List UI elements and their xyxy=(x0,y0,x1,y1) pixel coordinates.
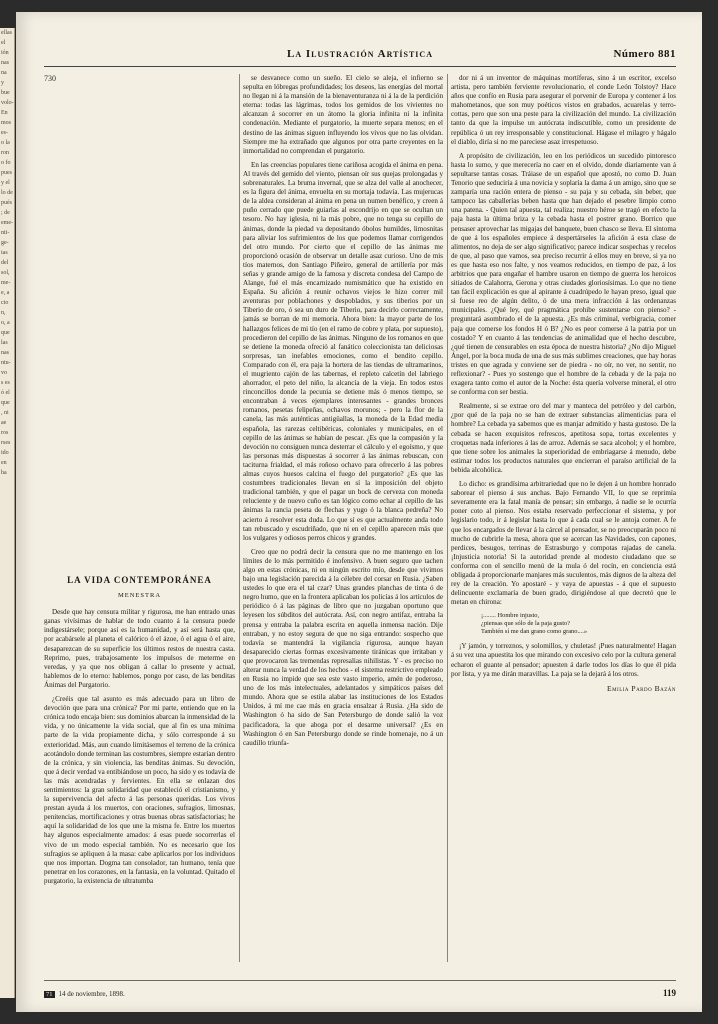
previous-page-fragment: ó el xyxy=(1,390,10,396)
verse-line: ¡........ Hombre injusto, xyxy=(481,612,540,620)
previous-page-fragment: pués xyxy=(1,200,12,206)
author-signature: Emilia Pardo Bazán xyxy=(607,683,676,693)
previous-page-fragment: pues xyxy=(1,170,12,176)
previous-page-edge xyxy=(0,28,15,998)
footer-badge: 71 xyxy=(46,991,53,998)
column-rule-right xyxy=(447,74,448,962)
previous-page-fragment: nas xyxy=(1,60,9,66)
previous-page-fragment: o fo xyxy=(1,160,11,166)
blank-column-area xyxy=(44,74,235,564)
previous-page-fragment: ae xyxy=(1,420,7,426)
previous-page-fragment: mos xyxy=(1,120,12,126)
running-head xyxy=(44,46,676,67)
previous-page-fragment: vo xyxy=(1,370,7,376)
paragraph: En las creencias populares tiene cariñosa acogida el ánima en pena. Al través del gemido del viento, piensan oír sus quejas prolongadas y sobrenaturales. La bruma invernal, que se alza del valle al anochecer, es la figura del ánima, envuelta en su mortaja todavía. Las mujerucas de la aldea consideran al ánima en pena un numen benéfico, y creen á puño cerrado que puede guiarlas al escondrijo en que se ocultan un tesoro. No hay iglesia, ni la más pobre, que no tenga su cepillo de ánimas, donde la piedad va depositando óbolos humildes, limosnitas para aliviar los sufrimientos de los que podemos llamar corrigendos del otro mundo. Por cierto que el cepillo de las ánimas me proporcionó ocasión de observar un detalle asaz curioso. Uno de mis tíos maternos, don Santiago Piñeiro, general de artillería por más señas y grande amigo de la famosa y discreta condesa del Campo de Alange, fué el más encarnizado numismático que ha existido en España. Su afición á reunir ochavos viejos le hizo correr mil aventuras por poblachones y despoblados, y sus tiberios por un Tiberio de oro, ó sea un duro de Tiberio, para decirlo correctamente, jamás se borran de mi memoria. Ahora bien: la mayor parte de los hallazgos felices de mi tío (en el ramo de cobre y plata, por supuesto), procedieron del cepillo de las ánimas. Ninguno de los romanos en que se detiene la moneda ofreció al fanático coleccionista tan deliciosas sorpresas, tan inefables emociones, como el bendito cepillo. Comparado con él, era paja la hortera de las tiendas de ultramarinos, el mugriento cajón de las tabernas, el repleto calcetín del labriego ahorrador, el peto del niño, la alcancía de la vieja. En todos estos rinconcillos donde la pecunia se detiene más ó menos tiempo, se encontraban á veces ejemplares interesantes - grandes bronces romanos, pesetas felipeñas, ochavos morunos; - pero la flor de la canela, las más auténticas antigüallas, la moneda de la Edad media española, las rarezas celtibéricas, coloniales y municipales, en el cepillo de las ánimas se habían de pescar. ¿Es que la compasión y la devoción no consiguen nunca desterrar el cálculo y el egoísmo, y que las personas más dispuestas á socorrer á las ánimas rebuscan, con taciturna frialdad, el más roñoso ochavo para ofrecerlo á las pobres almas cuyos huesos calcina el fuego del purgatorio? ¿Es que las costumbres tradicionales llevan en sí la imposición del objeto tradicional también, y que el pagar un bock de cerveza con moneda reluciente y de nuevo cuño es tan lógico como echar al cepillo de las ánimas la rancia peseta de flechas y yugo ó la blanca pedreña? No acierto á resolver esta duda. Lo que sí es que actualmente anda todo tan rebuscado y escudriñado, que ni en el cepillo aparecen más que los vulgares y odiosos perros chicos y grandes. xyxy=(243,160,443,542)
previous-page-fragment: del xyxy=(1,260,9,266)
article-column-middle xyxy=(243,74,443,962)
previous-page-fragment: ión xyxy=(1,50,9,56)
previous-page-fragment: na xyxy=(1,70,7,76)
closing-paragraph: ¡Y jamón, y torreznos, y solomillos, y chuletas! ¡Pues naturalmente! Hagan á su vez una apuestita los que mirando con excesivo celo por la cultura general echaron el guante al pensador; apuesten á darle todos los días lo que él pida por lista, y ya me dirán maravillas. La paja se la dejará á los otros. xyxy=(451,642,676,678)
previous-page-fragment: ntu- xyxy=(1,360,11,366)
previous-page-fragment: que xyxy=(1,330,10,336)
previous-page-fragment: ros xyxy=(1,430,9,436)
page-number: 730 xyxy=(44,74,56,83)
previous-page-fragment: nti- xyxy=(1,230,10,236)
previous-page-fragment: sol, xyxy=(1,270,10,276)
paragraph: dor ni á un inventor de máquinas mortíferas, sino á un escritor, excelso artista, pero también ferviente revolucionario, el conde León Tolstoy? Hace años que confío en Rusia para asegurar el porvenir de Europa y contener á los mahometanos, que son muy poéticos vistos en grabados, acuarelas y terro-cottas, pero que son una peste para la civilización del mundo. La civilización tanto da que la impulse un autócrata indiscutible, como un presidente de república ó un rey irresponsable y constitucional. Hágase el milagro y hágalo el diablo, diría si no me pareciese asaz irrespetuoso. xyxy=(451,74,676,146)
previous-page-fragment: n, xyxy=(1,310,6,316)
previous-page-fragment: ron xyxy=(1,150,9,156)
magazine-title: La Ilustración Artística xyxy=(287,48,433,60)
previous-page-fragment: y el xyxy=(1,180,10,186)
paragraph: Creo que no podrá decir la censura que no me mantengo en los límites de lo más permitido é inofensivo. A buen seguro que tachen algo en estas crónicas, ni en ningún escrito mío, desde que vivimos bajo una legislación parecida á la célebre del corsar en Rusia. ¿Saben ustedes lo que era el tal czar? Unas grandes planchas de tinta ó de negro humo, que en la frontera aplicaban los policías á los artículos de periódico ó á las páginas de libro que no juzgaban oportuno que leyesen los súbditos del autócrata. Así, con negro antifaz, entraba la prensa y entraba la palabra escrita en aquella inmensa nación. Dije entraban, y no estoy segura de que no siga entrando: sospecho que todavía se mantendrá la vigilancia rigurosa, aunque hayan desaparecido ciertas formas excesivamente tiránicas que irritaban y que provocaron las tremendas represalias nihilistas. Y - es preciso no alterar nunca la verdad de los hechos - el sistema restrictivo empleado en Rusia no impide que sea este vasto imperio, amén de poderoso, uno de los más intelectuales, adelantados y simpáticos países del mundo. Ahora que se estila alabar las instituciones de los Estados Unidos, á mí me cae más en gracia ensalzar á Rusia. ¿Ha sido de Washington ó ha sido de San Petersburgo de donde salió la voz pacificadora, la que aboga por el desarme universal? ¿Es en Washington ó en San Petersburgo donde se rinde homenaje, no á un caudillo triunfa- xyxy=(243,547,443,747)
previous-page-fragment: es- xyxy=(1,130,8,136)
paragraph: Lo dicho: es grandísima arbitrariedad que no le dejen á un hombre honrado saborear el pienso á sus anchas. Bajo Fernando VII, lo que se reprimía severamente era la fatal manía de pensar; sin embargo, á nadie se le ocurría poner coto al pienso. Nos estaba reservado perfeccionar el sistema, y por legislario todo, ir á legislar hasta lo que á cada cual se le antoja comer. A fe que los encargados de llevar á la cárcel al pensador, se no preocuparán poco ni mucho de cubrirle la mesa, ahora que se acercan las Navidades, con capones, perdices, besugos, terrinas de Estrasburgo y compotas rajadas de canela. ¡Injusticia notoria! Si la autoridad prende al modesto ciudadano que se conforma con el sencillo menú de la mula ó del rocín, en conciencia está obligada á proporcionarle manjares más suculentos, más dignos de la alteza del rey de la creación. Yo apostaré - y vaya de apuestas - á que el supuesto delincuente exclamaría de buen grado, dirigiéndose al que decretó que le metan en chirona: xyxy=(451,480,676,607)
footer-date xyxy=(44,990,125,998)
previous-page-fragment: ha xyxy=(1,470,7,476)
paragraph: se desvanece como un sueño. El cielo se aleja, el infierno se sepulta en lóbregas profundidades; los deseos, las energías del mortal no llegan ni á la mansión de la bienaventuranza ni á la de la perdición eterna: todas las lágrimas, todos los gemidos de los vivientes no alcanzan á socorrer en un átomo la gloria infinita ni la infinita condenación. Mediante el purgatorio, la muerte separa menos; en el destino de las ánimas siguen influyendo los vivos que no las olvidan. Siempre me ha extrañado que algunos por otra parte creyentes en la inmortalidad no comprendan el purgatorio. xyxy=(243,74,443,155)
verse-line: ¿piensas que sólo de la paja gusto? xyxy=(481,620,571,628)
previous-page-fragment: ; de xyxy=(1,210,10,216)
previous-page-fragment: las xyxy=(1,340,8,346)
section-subtitle: MENESTRA xyxy=(117,592,162,600)
previous-page-fragment: lo de xyxy=(1,190,13,196)
previous-page-fragment: me- xyxy=(1,280,11,286)
previous-page-fragment: nas xyxy=(1,350,9,356)
previous-page-fragment: o la xyxy=(1,140,10,146)
issue-number: Número 881 xyxy=(613,48,676,60)
previous-page-fragment: rses xyxy=(1,440,11,446)
previous-page-fragment: bue xyxy=(1,90,10,96)
previous-page-fragment: o, a xyxy=(1,320,10,326)
verse-quote xyxy=(481,612,676,636)
footer-page-number: 119 xyxy=(662,988,676,998)
column-rule-left xyxy=(239,74,240,962)
previous-page-fragment: cto xyxy=(1,300,9,306)
previous-page-fragment: y xyxy=(1,80,4,86)
previous-page-fragment: En xyxy=(1,110,8,116)
previous-page-fragment: volo- xyxy=(1,100,14,106)
previous-page-fragment: e, a xyxy=(1,290,10,296)
magazine-page xyxy=(16,12,702,1012)
footer-date-text: 14 de noviembre, 1898. xyxy=(58,990,125,998)
paragraph: ¿Creéis que tal asunto es más adecuado para un libro de devoción que para una crónica? Por mi parte, entiendo que en la crónica todo encaja bien: sus dominios abarcan la inmensidad de la vida, y no únicamente la vida social, que al fin es una mínima parte de la vida propiamente dicha, y sólo corresponde á su exterioridad. Más, aun cuando limitásemos el terreno de la crónica acotándolo donde terminan las costumbres, siempre estarían dentro de la crónica, y sin violencia, las benditas ánimas. Su devoción, que á decir verdad va entibiándose un poco, ha sido y es todavía de las más acendradas y fervientes. En ella se enlazan dos sentimientos: la gran solidaridad que estableció el cristianismo, y la supervivencia del afecto á las personas queridas. Los vivos prestan ayuda á los muertos, con oraciones, sufragios, limosnas, penitencias, mortificaciones y otras buenas obras satisfactorias; he aquí la solidaridad de los que une la misma fe. Entre los muertos hay algunos especialmente amados: á esas puede socorrerlas el vivo de un modo especial también. No es necesario que los sufragios se apliquen á la masa: cabe aplicarlos por los individuos que nos importan. Dogma tan consolador, tan humano, tenía que penetrar en los corazones, en la fantasía, en la voluntad. Quitado el purgatorio, la existencia de ultratumba xyxy=(44,695,235,885)
previous-page-fragment: el xyxy=(1,40,6,46)
article-column-right xyxy=(451,74,676,962)
previous-page-fragment: ellas xyxy=(1,30,12,36)
article-column-left xyxy=(44,572,235,960)
previous-page-fragment: ge- xyxy=(1,240,9,246)
previous-page-fragment: que xyxy=(1,400,10,406)
paragraph: Realmente, si se extrae oro del mar y manteca del petróleo y del carbón, ¿por qué de la paja no se han de extraer substancias alimenticias para el hombre? La cebada ya sabemos que es manjar admitido y hasta gustoso. De la cebada se hacen exquisitos refrescos, apetitosa sopa, tortas excelentes y croquetas nada inferiores á las de arroz. Además se saca alcohol; y el hombre, que tiene sobre los animales la superioridad de embriagarse á menudo, debe estimar todos los productos naturales que encierran el paraíso artificial de la bebida alcohólica. xyxy=(451,402,676,474)
bottom-rule xyxy=(44,980,676,981)
verse-line: También sí me dan grano como grano....» xyxy=(481,628,588,636)
previous-page-fragment: en xyxy=(1,460,7,466)
paragraph: Desde que hay censura militar y rigurosa, me han entrado unas ganas vivísimas de hablar de todo cuanto á la censura puede indigestársele; porque así es la humanidad, y así será hasta que, por acabársele al planeta el calórico ó el ázoe, ó el agua ó el aire, desaparezcan de su superficie los últimos restos de nuestra casta. Reprimo, pues, trabajosamente los impulsos de meterme en veredas, y ya que nos obligan á callar lo presente y actual, hablemos de lo eterno: hablemos, pongo por caso, de las benditas Ánimas del Purgatorio. xyxy=(44,608,235,689)
previous-page-fragment: , ni xyxy=(1,410,9,416)
section-title: LA VIDA CONTEMPORÁNEA xyxy=(67,575,212,585)
previous-page-fragment: ido xyxy=(1,450,9,456)
previous-page-fragment: s es xyxy=(1,380,10,386)
previous-page-fragment: ias xyxy=(1,250,8,256)
previous-page-fragment: eme- xyxy=(1,220,13,226)
paragraph: A propósito de civilización, leo en los periódicos un sucedido pintoresco hasta lo sumo, y que merecería no caer en el olvido, donde diariamente van á sepultarse tantas cosas. Tráiase de un español que apostó, no como D. Juan Tenorio que seduciría á una novicia y soplaría la dama á un amigo, sino que se zamparía una ración entera de pienso - su paja y su cebada, sin beber, que tampoco las caballerías beben hasta que han dejado el pesebre limpio como una patena. - Quien tal apuesta, tal realiza; nuestro héroe se tragó en efecto la paja hasta la última briza y la cebada hasta el postrer grano. Borrico que pensaser aprovechar las migajas del banquete, buen chasco se lleva. El síntoma de que á los españoles empiece á despertárseles la afición á esta clase de alimentos, no deja de ser algo significativo; parece indicar sospechas y recelos de que, al paso que vamos, sea preciso recurrir á ellos muy en breve, si ya no es que hasta eso nos falte, y nos veamos reducidos, en tiempo de paz, á los arbitrios que para engañar el hambre usaron en tiempo de guerra los heroicos sitiados de Calahorra, Gerona y otras ciudades gloriosísimas. Lo que no tiene tan fácil explicación es que al apirante á cuadrúpedo le hayan preso, igual que si fuese reo de algún delito, ó de una mera infracción á las ordenanzas municipales. ¿Qué ley, qué pragmática prohibe sustentarse con pienso? - preguntará asombrado el de la apuesta. ¿Es más criminal, verbigracia, comer paja que comerse los fondos H ó B? ¿No es peor comerse á la patria por un costado? Y en cuanto á las tendencias de animalidad que el hecho descubre, ¿qué tienen de censurables en esta época de nuestra historia? ¿No dijo Miguel Ángel, por la boca muda de una de sus más sublimes creaciones, que hay horas tristes en que agrada y conviene ser de piedra - no oír, no ver, no sentir, no reflexionar? - Pues yo sostengo que el hombre de la cebada y de la paja no exagera tanto como el autor de la Noche: ésta quería volverse mineral, el otro se conforma con ser bestia. xyxy=(451,151,676,397)
